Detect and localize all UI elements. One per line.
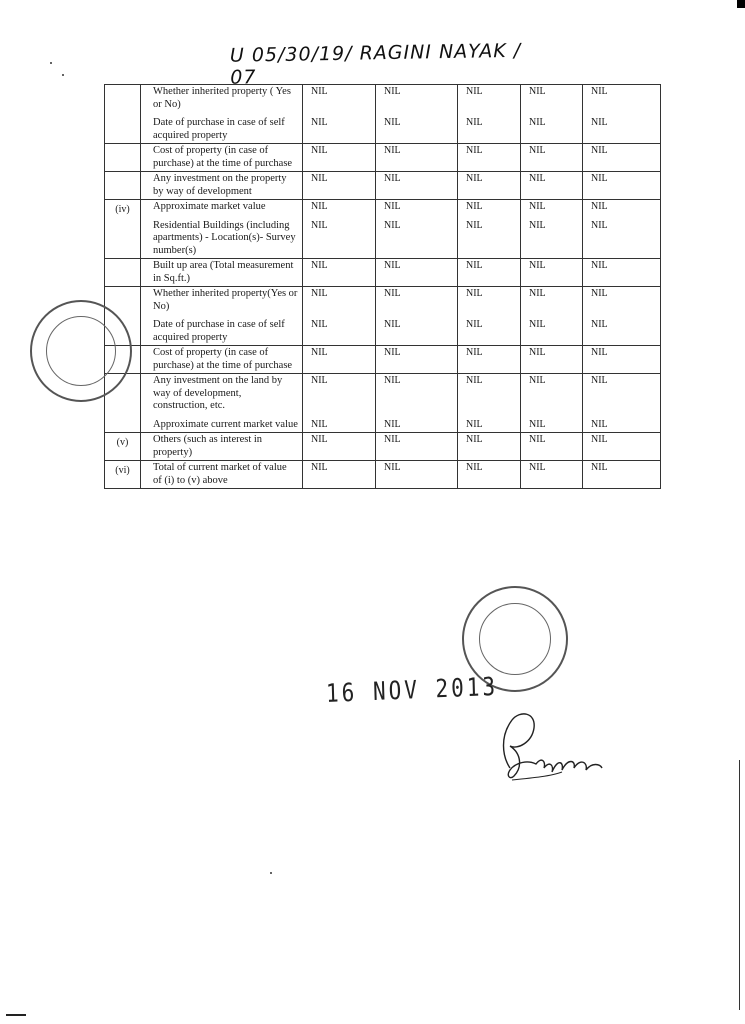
serial-number-cell: (vi) bbox=[105, 461, 141, 489]
value-cell bbox=[376, 374, 458, 433]
table-row bbox=[105, 346, 661, 374]
value-text: NIL bbox=[591, 201, 608, 212]
value-text: NIL bbox=[384, 347, 401, 358]
value-cell bbox=[583, 461, 661, 489]
value-text: NIL bbox=[311, 418, 328, 430]
value-text: NIL bbox=[466, 86, 483, 97]
value-cell bbox=[521, 144, 583, 172]
date-stamp: 16 NOV 2013 bbox=[325, 672, 499, 708]
table-row bbox=[105, 287, 661, 346]
value-text: NIL bbox=[529, 347, 546, 358]
value-text: NIL bbox=[529, 462, 546, 473]
value-text: NIL bbox=[311, 145, 328, 156]
item-description-cell bbox=[141, 172, 303, 200]
item-label: Cost of property (in case of purchase) at the time of purchase bbox=[153, 145, 293, 169]
value-text: NIL bbox=[384, 318, 401, 330]
value-cell bbox=[303, 144, 376, 172]
value-text: NIL bbox=[311, 375, 328, 386]
value-cell bbox=[303, 172, 376, 200]
value-cell bbox=[458, 374, 521, 433]
value-text: NIL bbox=[384, 116, 401, 128]
value-text: NIL bbox=[466, 418, 483, 430]
value-text: NIL bbox=[529, 434, 546, 445]
office-seal-left bbox=[30, 300, 132, 402]
table-row bbox=[105, 144, 661, 172]
value-text: NIL bbox=[466, 375, 483, 386]
table-row bbox=[105, 200, 661, 259]
value-cell bbox=[458, 144, 521, 172]
value-text: NIL bbox=[384, 260, 401, 271]
item-description-cell bbox=[141, 433, 303, 461]
value-cell bbox=[458, 287, 521, 346]
value-cell bbox=[583, 200, 661, 259]
value-text: NIL bbox=[384, 201, 401, 212]
value-text: NIL bbox=[591, 260, 608, 271]
value-cell bbox=[458, 346, 521, 374]
value-cell bbox=[583, 433, 661, 461]
item-description-cell bbox=[141, 461, 303, 489]
value-text: NIL bbox=[466, 260, 483, 271]
value-text: NIL bbox=[529, 288, 546, 299]
serial-number-cell bbox=[105, 85, 141, 144]
value-text: NIL bbox=[529, 219, 546, 231]
value-cell bbox=[303, 259, 376, 287]
value-text: NIL bbox=[311, 462, 328, 473]
value-cell bbox=[376, 346, 458, 374]
asset-declaration-table bbox=[104, 84, 661, 489]
value-text: NIL bbox=[384, 434, 401, 445]
value-cell bbox=[521, 259, 583, 287]
value-text: NIL bbox=[591, 434, 608, 445]
value-text: NIL bbox=[311, 288, 328, 299]
value-text: NIL bbox=[466, 219, 483, 231]
table-row bbox=[105, 461, 661, 489]
scan-speck bbox=[62, 74, 64, 76]
value-cell bbox=[303, 461, 376, 489]
value-text: NIL bbox=[591, 219, 608, 231]
value-text: NIL bbox=[529, 260, 546, 271]
value-cell bbox=[458, 259, 521, 287]
value-cell bbox=[458, 433, 521, 461]
item-label: Approximate market value bbox=[153, 201, 266, 212]
value-cell bbox=[303, 346, 376, 374]
value-cell bbox=[376, 287, 458, 346]
item-label: Any investment on the land by way of development, construction, etc. bbox=[153, 375, 283, 411]
value-text: NIL bbox=[591, 145, 608, 156]
value-text: NIL bbox=[311, 347, 328, 358]
value-cell bbox=[376, 433, 458, 461]
value-text: NIL bbox=[529, 86, 546, 97]
value-cell bbox=[303, 287, 376, 346]
item-description-cell bbox=[141, 200, 303, 259]
value-text: NIL bbox=[384, 462, 401, 473]
item-description-cell bbox=[141, 85, 303, 144]
serial-number-cell bbox=[105, 172, 141, 200]
item-description-cell bbox=[141, 287, 303, 346]
value-text: NIL bbox=[384, 173, 401, 184]
table-row bbox=[105, 433, 661, 461]
value-text: NIL bbox=[466, 145, 483, 156]
value-cell bbox=[376, 172, 458, 200]
item-label: Any investment on the property by way of development bbox=[153, 173, 287, 197]
value-cell bbox=[583, 259, 661, 287]
value-cell bbox=[376, 144, 458, 172]
serial-number-cell: (iv) bbox=[105, 200, 141, 259]
value-text: NIL bbox=[311, 116, 328, 128]
value-cell bbox=[458, 200, 521, 259]
value-cell bbox=[583, 85, 661, 144]
table-row bbox=[105, 259, 661, 287]
value-text: NIL bbox=[591, 347, 608, 358]
item-label: Built up area (Total measurement in Sq.ft.) bbox=[153, 260, 294, 284]
value-text: NIL bbox=[384, 86, 401, 97]
table-row bbox=[105, 172, 661, 200]
value-cell bbox=[303, 374, 376, 433]
value-text: NIL bbox=[529, 145, 546, 156]
item-description-cell bbox=[141, 144, 303, 172]
handwritten-signature bbox=[492, 706, 614, 784]
value-cell bbox=[376, 461, 458, 489]
value-text: NIL bbox=[384, 145, 401, 156]
value-cell bbox=[376, 85, 458, 144]
value-text: NIL bbox=[466, 462, 483, 473]
value-cell bbox=[521, 461, 583, 489]
handwritten-reference: U 05/30/19/ RAGINI NAYAK / 07 bbox=[229, 39, 522, 89]
serial-number-cell bbox=[105, 259, 141, 287]
value-text: NIL bbox=[529, 116, 546, 128]
value-cell bbox=[583, 172, 661, 200]
scan-speck bbox=[270, 872, 272, 874]
value-text: NIL bbox=[384, 288, 401, 299]
value-text: NIL bbox=[466, 347, 483, 358]
value-cell bbox=[376, 259, 458, 287]
value-text: NIL bbox=[311, 173, 328, 184]
value-cell bbox=[583, 374, 661, 433]
value-cell bbox=[303, 433, 376, 461]
value-text: NIL bbox=[591, 86, 608, 97]
value-cell bbox=[521, 374, 583, 433]
value-text: NIL bbox=[529, 418, 546, 430]
item-label: Whether inherited property(Yes or No) bbox=[153, 288, 298, 312]
value-text: NIL bbox=[311, 86, 328, 97]
value-cell bbox=[521, 172, 583, 200]
item-label: Whether inherited property ( Yes or No) bbox=[153, 86, 291, 110]
scan-speck bbox=[50, 62, 52, 64]
value-text: NIL bbox=[529, 375, 546, 386]
value-text: NIL bbox=[466, 116, 483, 128]
serial-number-cell: (v) bbox=[105, 433, 141, 461]
value-cell bbox=[521, 287, 583, 346]
value-text: NIL bbox=[591, 116, 608, 128]
value-cell bbox=[521, 200, 583, 259]
value-cell bbox=[303, 85, 376, 144]
item-label: Cost of property (in case of purchase) at the time of purchase bbox=[153, 347, 293, 371]
item-label: Date of purchase in case of self acquired property bbox=[153, 319, 285, 343]
value-text: NIL bbox=[529, 318, 546, 330]
value-text: NIL bbox=[311, 201, 328, 212]
scan-edge-mark bbox=[6, 1014, 26, 1016]
item-label: Others (such as interest in property) bbox=[153, 434, 263, 458]
item-label: Residential Buildings (including apartments) - Location(s)- Survey number(s) bbox=[153, 219, 296, 256]
value-cell bbox=[376, 200, 458, 259]
scan-edge-line bbox=[739, 760, 740, 1010]
value-cell bbox=[303, 200, 376, 259]
value-text: NIL bbox=[384, 375, 401, 386]
value-text: NIL bbox=[384, 219, 401, 231]
value-cell bbox=[583, 346, 661, 374]
value-cell bbox=[521, 433, 583, 461]
value-cell bbox=[583, 144, 661, 172]
value-text: NIL bbox=[466, 434, 483, 445]
value-text: NIL bbox=[466, 318, 483, 330]
item-description-cell bbox=[141, 346, 303, 374]
value-text: NIL bbox=[591, 288, 608, 299]
value-cell bbox=[458, 461, 521, 489]
item-description-cell bbox=[141, 374, 303, 433]
value-text: NIL bbox=[591, 318, 608, 330]
value-text: NIL bbox=[591, 173, 608, 184]
value-cell bbox=[458, 172, 521, 200]
value-text: NIL bbox=[384, 418, 401, 430]
value-text: NIL bbox=[466, 201, 483, 212]
table-row bbox=[105, 85, 661, 144]
value-cell bbox=[521, 346, 583, 374]
value-text: NIL bbox=[591, 462, 608, 473]
value-text: NIL bbox=[529, 173, 546, 184]
item-label: Total of current market of value of (i) to (v) above bbox=[153, 462, 287, 486]
value-text: NIL bbox=[591, 375, 608, 386]
serial-number-cell bbox=[105, 144, 141, 172]
value-text: NIL bbox=[311, 318, 328, 330]
item-description-cell bbox=[141, 259, 303, 287]
value-text: NIL bbox=[466, 288, 483, 299]
value-cell bbox=[583, 287, 661, 346]
scan-corner-mark bbox=[737, 0, 745, 8]
value-cell bbox=[521, 85, 583, 144]
value-text: NIL bbox=[311, 219, 328, 231]
value-cell bbox=[458, 85, 521, 144]
item-label: Approximate current market value bbox=[153, 418, 298, 430]
value-text: NIL bbox=[529, 201, 546, 212]
value-text: NIL bbox=[311, 260, 328, 271]
table-row bbox=[105, 374, 661, 433]
value-text: NIL bbox=[311, 434, 328, 445]
item-label: Date of purchase in case of self acquired property bbox=[153, 117, 285, 141]
value-text: NIL bbox=[466, 173, 483, 184]
value-text: NIL bbox=[591, 418, 608, 430]
